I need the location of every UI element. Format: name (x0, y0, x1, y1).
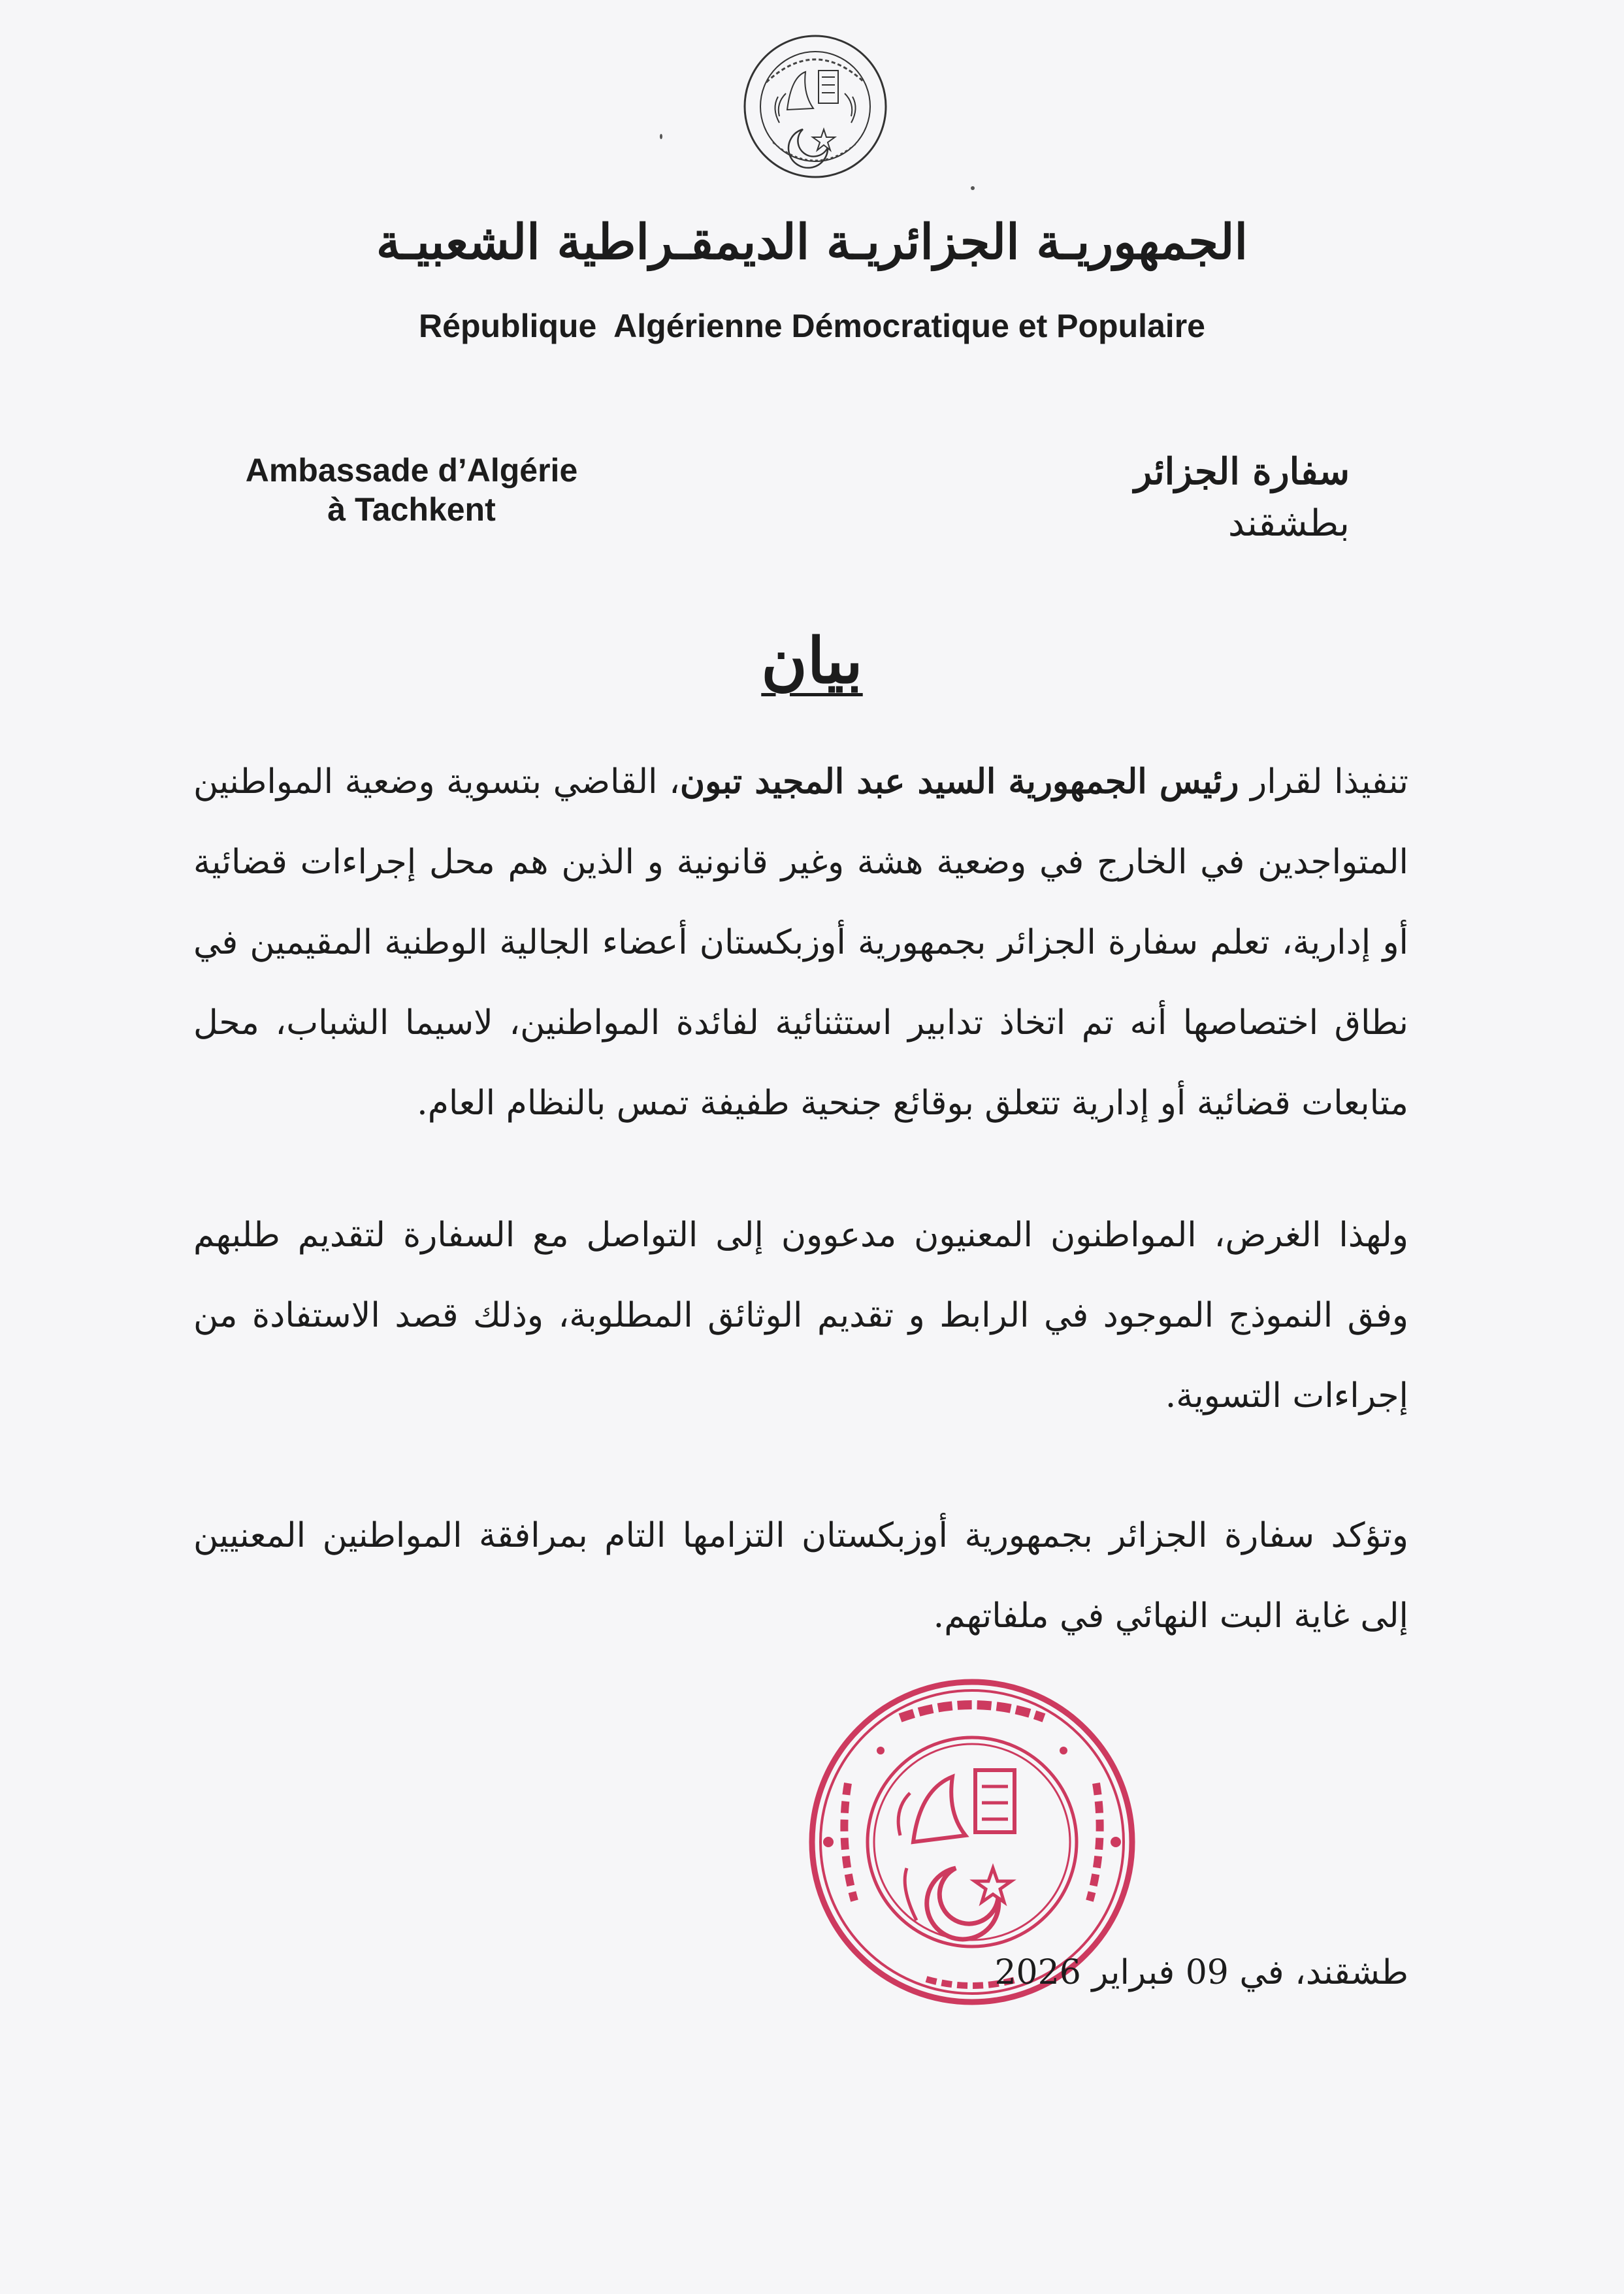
arabic-sender-line1: سفارة الجزائر (1134, 450, 1350, 493)
arabic-republic-title: الجمهوريـة الجزائريـة الديمقـراطية الشعبيـة (376, 214, 1248, 270)
scan-speck (660, 134, 662, 139)
arabic-sender-line2: بطشقند (1227, 502, 1350, 545)
paragraph-1-body: ، القاضي بتسوية وضعية المواطنين المتواجدين في الخارج في وضعية هشة وغير قانونية و الذين هم محل إجراءات قضائية أو إدارية، تعلم سفارة الجزائر بجمهورية أوزبكستان أعضاء الجالية الوطنية المقيمين في نطاق اختصاصها أنه تم اتخاذ تدابير استثنائية لفائدة المواطنين، لاسيما الشباب، محل متابعات قضائية أو إدارية تتعلق بوقائع جنحية طفيفة تمس بالنظام العام. (193, 762, 1408, 1123)
french-republic-title: République Algérienne Démocratique et Populaire (419, 308, 1205, 344)
paragraph-1-intro: تنفيذا لقرار (1239, 762, 1409, 801)
paragraph-2: ولهذا الغرض، المواطنون المعنيون مدعوون إلى التواصل مع السفارة لتقديم طلبهم وفق النموذج الموجود في الرابط و تقديم الوثائق المطلوبة، وذلك قصد الاستفادة من إجراءات التسوية. (193, 1216, 1408, 1415)
scan-speck (971, 186, 975, 190)
french-sender-line2: à Tachkent (327, 491, 496, 528)
arabic-sender-block (1023, 445, 1350, 550)
french-sender-line1: Ambassade d’Algérie (245, 452, 578, 489)
date-line: طشقند، في 09 فبراير 2026 (994, 1953, 1408, 1992)
paragraph-3: وتؤكد سفارة الجزائر بجمهورية أوزبكستان التزامها التام بمرافقة المواطنين المعنيين إلى غاية البت النهائي في ملفاتهم. (193, 1516, 1408, 1636)
paragraph-1 (193, 741, 1408, 1144)
paragraph-1-president-name: رئيس الجمهورية السيد عبد المجيد تبون (679, 762, 1239, 801)
document-title (0, 624, 1624, 698)
french-sender-block (196, 451, 627, 529)
state-emblem-icon (740, 31, 890, 182)
document-title-text: بيان (761, 624, 863, 698)
